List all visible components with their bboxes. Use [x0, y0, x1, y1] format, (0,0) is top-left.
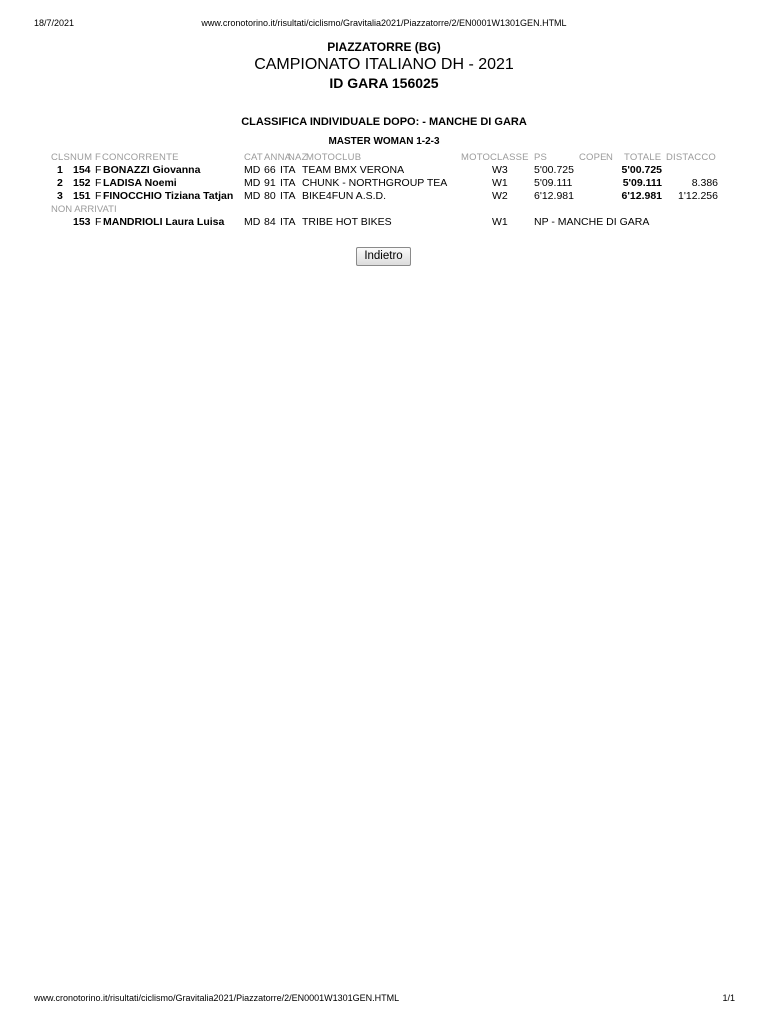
cell-name: LADISA Noemi [103, 177, 177, 189]
event-location: PIAZZATORRE (BG) [327, 40, 441, 54]
cell-club: BIKE4FUN A.S.D. [302, 190, 387, 202]
cell-cat: MD [244, 216, 261, 228]
print-date: 18/7/2021 [34, 18, 75, 28]
back-button[interactable]: Indietro [356, 247, 411, 266]
cell-ps: 5'00.725 [534, 164, 574, 176]
cell-totale: 5'09.111 [622, 177, 662, 189]
cell-f: F [95, 177, 102, 189]
col-ps: PS [534, 152, 548, 163]
cell-naz: ITA [280, 190, 296, 202]
page-number: 1/1 [722, 993, 735, 1003]
table-header [0, 152, 768, 164]
cell-name: MANDRIOLI Laura Luisa [103, 216, 225, 228]
col-cls: CLS [51, 152, 71, 163]
event-title: CAMPIONATO ITALIANO DH - 2021 [254, 56, 514, 73]
print-url-header: www.cronotorino.it/risultati/ciclismo/Gravitalia2021/Piazzatorre/2/EN0001W1301GEN.HTML [201, 18, 567, 28]
col-cat: CAT [244, 152, 263, 163]
cell-classe: W1 [492, 216, 508, 228]
cell-naz: ITA [280, 177, 296, 189]
cell-classe: W3 [492, 164, 508, 176]
cell-name: FINOCCHIO Tiziana Tatjan [103, 190, 234, 202]
cell-club: TRIBE HOT BIKES [302, 216, 392, 228]
cell-anno: 91 [264, 177, 276, 189]
cell-classe: W1 [492, 177, 508, 189]
cell-num: 154 [73, 164, 91, 176]
cell-f: F [95, 216, 102, 228]
cell-name: BONAZZI Giovanna [103, 164, 201, 176]
col-anna: ANNA [264, 152, 292, 163]
cell-f: F [95, 164, 102, 176]
table-row [0, 177, 768, 190]
cell-distacco: 8.386 [691, 177, 718, 189]
cell-naz: ITA [280, 164, 296, 176]
cell-cls: 2 [57, 177, 63, 189]
cell-anno: 84 [264, 216, 276, 228]
table-row [0, 164, 768, 177]
col-moto: MOTO [461, 152, 491, 163]
cell-totale: 5'00.725 [621, 164, 662, 176]
cell-totale: 6'12.981 [621, 190, 662, 202]
col-classe: CLASSE [490, 152, 529, 163]
cell-ps: 5'09.111 [534, 177, 573, 189]
col-cope: COPE [579, 152, 607, 163]
cell-num: 151 [73, 190, 91, 202]
cell-anno: 80 [264, 190, 276, 202]
cell-cls: 3 [57, 190, 63, 202]
col-n: N [606, 152, 614, 163]
cell-ps: 6'12.981 [534, 190, 574, 202]
cell-club: TEAM BMX VERONA [302, 164, 405, 176]
cell-naz: ITA [280, 216, 296, 228]
non-arrivati-label: NON ARRIVATI [51, 204, 117, 215]
col-motoclub: MOTOCLUB [306, 152, 362, 163]
cell-cat: MD [244, 177, 261, 189]
race-id: ID GARA 156025 [329, 75, 439, 91]
col-distacco: DISTACCO [666, 152, 716, 163]
cell-club: CHUNK - NORTHGROUP TEA [302, 177, 448, 189]
cell-distacco: 1'12.256 [678, 190, 718, 202]
cell-anno: 66 [264, 164, 276, 176]
cell-cat: MD [244, 190, 261, 202]
table-row [0, 190, 768, 203]
col-num: NUM [70, 152, 93, 163]
cell-f: F [95, 190, 102, 202]
col-naz: NAZ [288, 152, 308, 163]
classification-title: CLASSIFICA INDIVIDUALE DOPO: - MANCHE DI GARA [241, 116, 527, 128]
cell-num: 152 [73, 177, 91, 189]
table-row [0, 216, 768, 229]
cell-cat: MD [244, 164, 261, 176]
col-totale: TOTALE [624, 152, 662, 163]
print-url-footer: www.cronotorino.it/risultati/ciclismo/Gravitalia2021/Piazzatorre/2/EN0001W1301GEN.HTML [34, 993, 400, 1003]
cell-cls: 1 [57, 164, 63, 176]
cell-status: NP - MANCHE DI GARA [534, 216, 650, 228]
col-f: F [95, 152, 102, 163]
cell-num: 153 [73, 216, 91, 228]
cell-classe: W2 [492, 190, 508, 202]
category-title: MASTER WOMAN 1-2-3 [328, 136, 440, 147]
col-concorrente: CONCORRENTE [102, 152, 179, 163]
